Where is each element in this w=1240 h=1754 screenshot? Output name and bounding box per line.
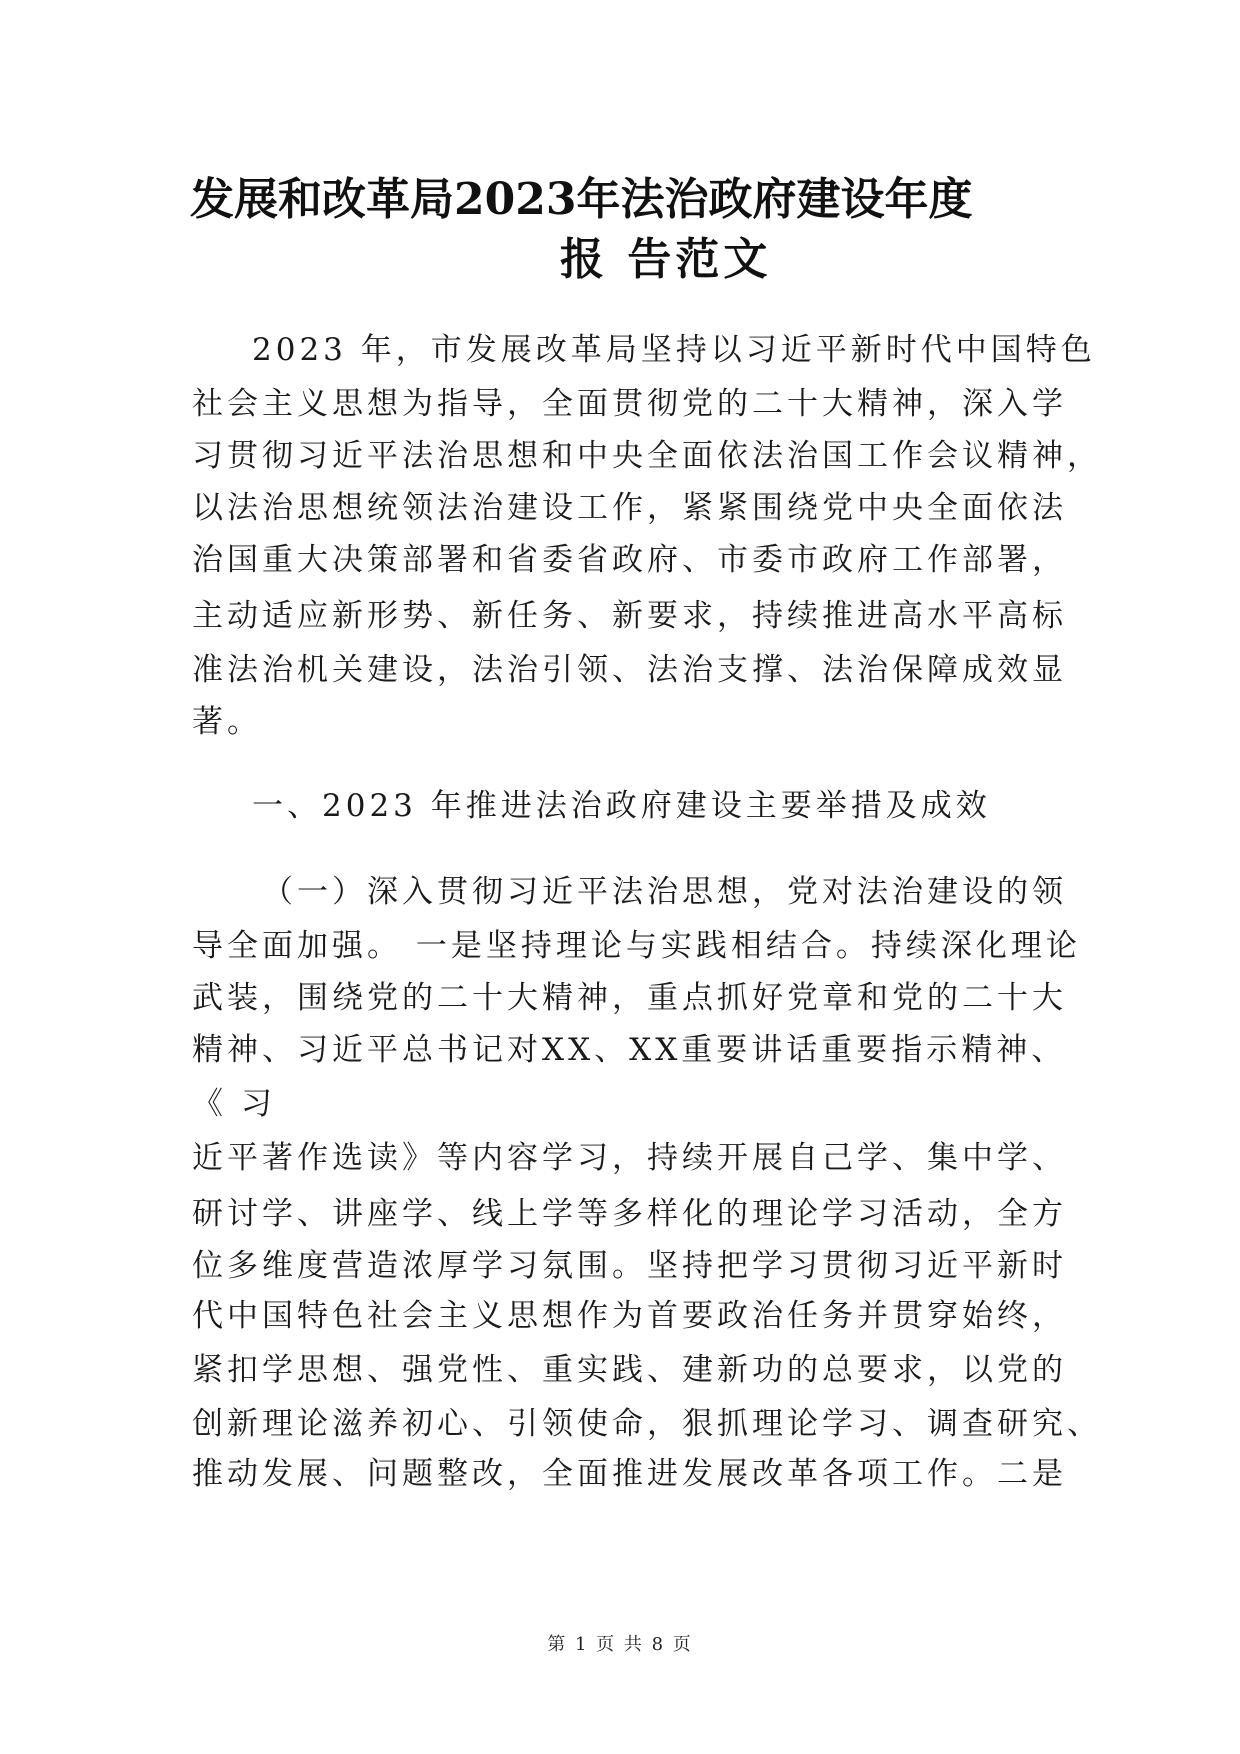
paragraph-2-line: 创新理论滋养初心、引领使命，狠抓理论学习、调查研究、 — [192, 1406, 1102, 1442]
paragraph-2-line: 紧扣学思想、强党性、重实践、建新功的总要求，以党的 — [192, 1352, 1067, 1388]
paragraph-1-line: 以法治思想统领法治建设工作，紧紧围绕党中央全面依法 — [192, 490, 1067, 526]
paragraph-1-line: 准法治机关建设，法治引领、法治支撑、法治保障成效显 — [192, 652, 1067, 688]
paragraph-2-line: 导全面加强。 一是坚持理论与实践相结合。持续深化理论 — [192, 928, 1081, 964]
paragraph-1-line: 著。 — [192, 704, 262, 740]
paragraph-2-line: 推动发展、问题整改，全面推进发展改革各项工作。二是 — [192, 1456, 1067, 1492]
paragraph-2-line: 武装，围绕党的二十大精神，重点抓好党章和党的二十大 — [192, 980, 1067, 1016]
page-number: 第 1 页 共 8 页 — [547, 1634, 693, 1655]
title-line-1: 发展和改革局2023年法治政府建设年度 — [190, 174, 973, 225]
paragraph-2-line: 《 习 — [192, 1086, 276, 1122]
section-heading: 一、2023 年推进法治政府建设主要举措及成效 — [252, 788, 991, 824]
paragraph-2-line: 精神、习近平总书记对XX、XX重要讲话重要指示精神、 — [192, 1032, 1067, 1068]
paragraph-2-line: 位多维度营造浓厚学习氛围。坚持把学习贯彻习近平新时 — [192, 1248, 1067, 1284]
paragraph-2-line: 近平著作选读》等内容学习，持续开展自己学、集中学、 — [192, 1140, 1067, 1176]
paragraph-1-line: 社会主义思想为指导，全面贯彻党的二十大精神，深入学 — [192, 386, 1067, 422]
paragraph-2-line: 研讨学、讲座学、线上学等多样化的理论学习活动，全方 — [192, 1196, 1067, 1232]
paragraph-1-line: 治国重大决策部署和省委省政府、市委市政府工作部署， — [192, 542, 1067, 578]
paragraph-1-line: 2023 年，市发展改革局坚持以习近平新时代中国特色 — [252, 332, 1096, 368]
paragraph-2-line: 代中国特色社会主义思想作为首要政治任务并贯穿始终， — [192, 1298, 1067, 1334]
title-line-2: 报 告范文 — [560, 234, 772, 285]
paragraph-1-line: 习贯彻习近平法治思想和中央全面依法治国工作会议精神， — [192, 438, 1102, 474]
paragraph-2-line: （一）深入贯彻习近平法治思想，党对法治建设的领 — [262, 874, 1067, 910]
paragraph-1-line: 主动适应新形势、新任务、新要求，持续推进高水平高标 — [192, 598, 1067, 634]
